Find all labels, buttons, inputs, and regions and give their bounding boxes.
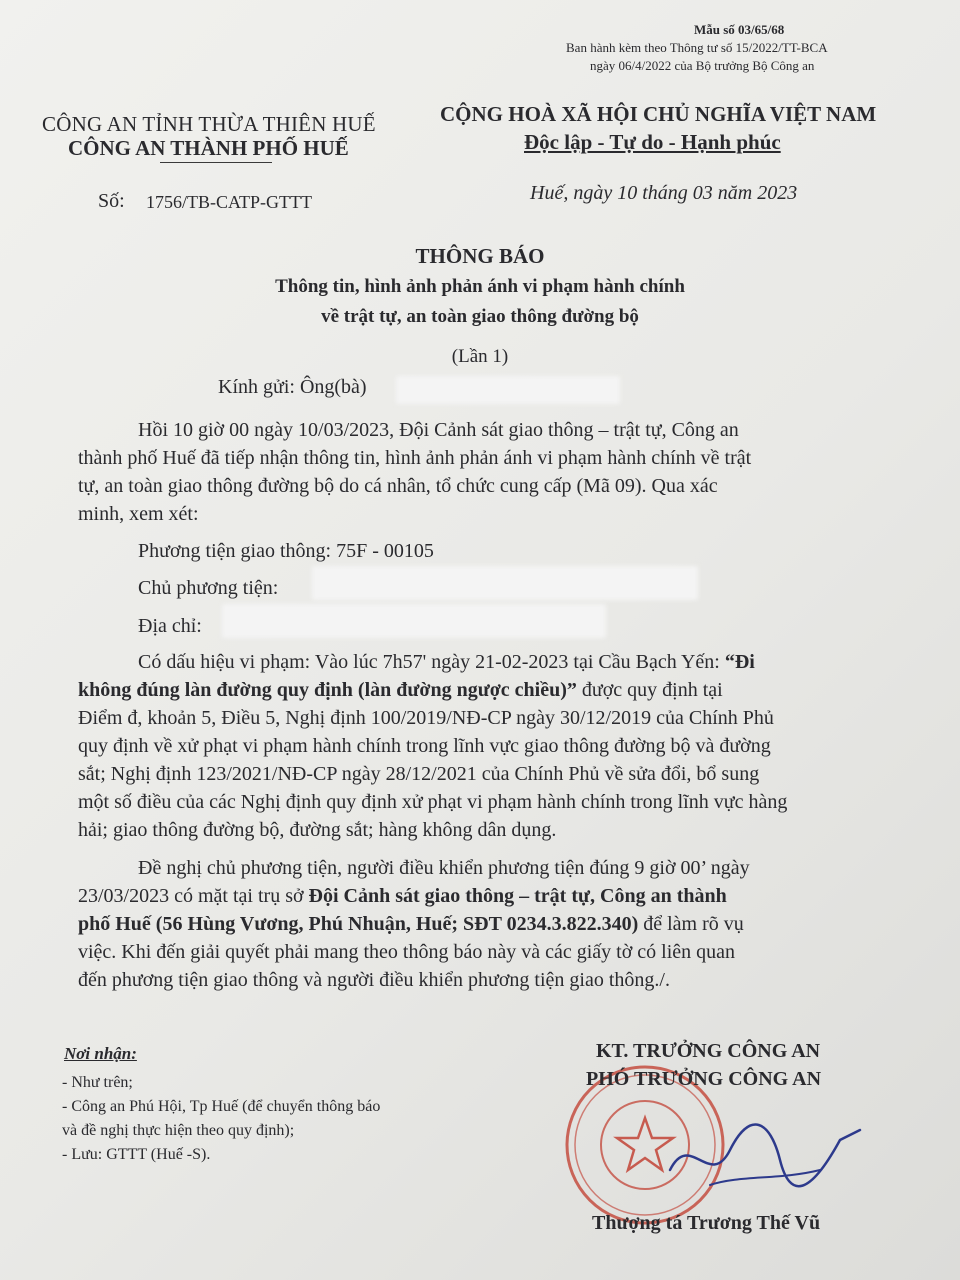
redacted-owner — [312, 566, 698, 600]
violation-line-1: Có dấu hiệu vi phạm: Vào lúc 7h57' ngày 21-02-2023 tại Cầu Bạch Yến: “Đi — [138, 651, 755, 673]
doc-number-label: Số: — [98, 190, 125, 212]
recipients-item-2a: - Công an Phú Hội, Tp Huế (để chuyển thông báo — [62, 1098, 381, 1115]
recipient-label: Kính gửi: Ông(bà) — [218, 376, 367, 398]
doc-title: THÔNG BÁO — [415, 244, 545, 268]
paragraph-1-line-3: tự, an toàn giao thông đường bộ do cá nhân, tổ chức cung cấp (Mã 09). Qua xác — [78, 475, 718, 497]
attempt-number: (Lần 1) — [451, 346, 509, 367]
agency-parent: CÔNG AN TỈNH THỪA THIÊN HUẾ — [42, 112, 376, 136]
signature-title-2: PHÓ TRƯỞNG CÔNG AN — [586, 1068, 822, 1090]
signature-title-1: KT. TRƯỞNG CÔNG AN — [596, 1040, 821, 1062]
violation-line-4: quy định về xử phạt vi phạm hành chính trong lĩnh vực giao thông đường bộ và đường — [78, 735, 771, 757]
violation-line-2: không đúng làn đường quy định (làn đường ngược chiều)” được quy định tại — [78, 679, 723, 701]
request-line-2: 23/03/2023 có mặt tại trụ sở Đội Cảnh sát giao thông – trật tự, Công an thành — [78, 885, 727, 907]
request-line-3: phố Huế (56 Hùng Vương, Phú Nhuận, Huế; SĐT 0234.3.822.340) để làm rõ vụ — [78, 913, 744, 935]
date-line: Huế, ngày 10 tháng 03 năm 2023 — [530, 182, 798, 204]
violation-line-7: hải; giao thông đường bộ, đường sắt; hàng không dân dụng. — [78, 819, 557, 841]
doc-number: 1756/TB-CATP-GTTT — [146, 192, 312, 212]
paragraph-1-line-1: Hồi 10 giờ 00 ngày 10/03/2023, Đội Cảnh sát giao thông – trật tự, Công an — [138, 419, 739, 441]
signer-name: Thượng tá Trương Thế Vũ — [592, 1212, 821, 1234]
request-line-4: việc. Khi đến giải quyết phải mang theo thông báo này và các giấy tờ có liên quan — [78, 941, 736, 963]
doc-subtitle-2: về trật tự, an toàn giao thông đường bộ — [321, 306, 639, 327]
redacted-address — [222, 604, 606, 638]
recipients-item-2b: và đề nghị thực hiện theo quy định); — [62, 1122, 295, 1139]
recipients-item-1: - Như trên; — [62, 1074, 133, 1091]
agency-underline — [160, 162, 272, 163]
agency-name: CÔNG AN THÀNH PHỐ HUẾ — [68, 136, 349, 160]
nation-title: CỘNG HOÀ XÃ HỘI CHỦ NGHĨA VIỆT NAM — [440, 102, 877, 126]
nation-motto: Độc lập - Tự do - Hạnh phúc — [524, 130, 781, 154]
paragraph-1-line-4: minh, xem xét: — [78, 503, 199, 525]
request-line-5: đến phương tiện giao thông và người điều khiển phương tiện giao thông./. — [78, 969, 670, 991]
request-line-1: Đề nghị chủ phương tiện, người điều khiển phương tiện đúng 9 giờ 00’ ngày — [138, 857, 750, 879]
form-issued-line2: ngày 06/4/2022 của Bộ trưởng Bộ Công an — [590, 58, 815, 73]
doc-subtitle-1: Thông tin, hình ảnh phản ánh vi phạm hành chính — [275, 276, 685, 297]
redacted-recipient-name — [396, 376, 620, 404]
form-issued-line1: Ban hành kèm theo Thông tư số 15/2022/TT-BCA — [566, 40, 828, 55]
owner-label: Chủ phương tiện: — [138, 577, 279, 599]
violation-line-6: một số điều của các Nghị định quy định xử phạt vi phạm hành chính trong lĩnh vực hàng — [78, 791, 788, 813]
form-number: Mẫu số 03/65/68 — [694, 22, 785, 37]
violation-line-3: Điểm đ, khoản 5, Điều 5, Nghị định 100/2019/NĐ-CP ngày 30/12/2019 của Chính Phủ — [78, 707, 774, 729]
recipients-label: Nơi nhận: — [64, 1044, 137, 1063]
violation-line-5: sắt; Nghị định 123/2021/NĐ-CP ngày 28/12/2021 của Chính Phủ về sửa đổi, bổ sung — [78, 763, 760, 785]
recipients-item-3: - Lưu: GTTT (Huế -S). — [62, 1146, 211, 1163]
paragraph-1-line-2: thành phố Huế đã tiếp nhận thông tin, hình ảnh phản ánh vi phạm hành chính về trật — [78, 447, 752, 469]
handwritten-signature — [650, 1100, 880, 1210]
vehicle-plate: Phương tiện giao thông: 75F - 00105 — [138, 540, 434, 562]
address-label: Địa chỉ: — [138, 615, 202, 637]
